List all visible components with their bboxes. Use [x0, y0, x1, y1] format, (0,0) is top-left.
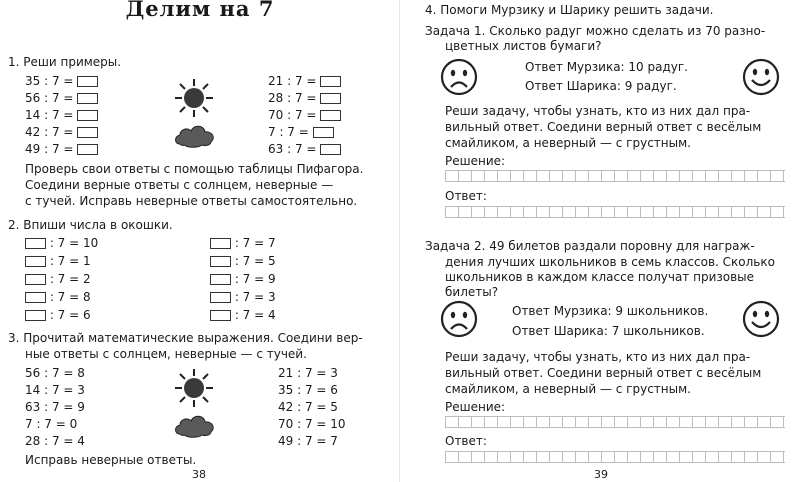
task3-expression: 7 : 7 = 0: [25, 417, 78, 431]
task4-heading: 4. Помоги Мурзику и Шарику решить задачи.: [425, 3, 714, 17]
task3-expression: 70 : 7 = 10: [278, 417, 346, 431]
task1-example: 14 : 7 =: [25, 108, 98, 122]
answer-box[interactable]: [210, 310, 231, 321]
task1-example: 21 : 7 =: [268, 74, 341, 88]
answer-box[interactable]: [25, 238, 46, 249]
task3-expression: 49 : 7 = 7: [278, 434, 338, 448]
task1-instruction: с тучей. Исправь неверные ответы самостоятельно.: [25, 194, 358, 208]
answer-box[interactable]: [77, 127, 98, 138]
task2-equation: : 7 = 2: [25, 272, 91, 286]
task2-equation: : 7 = 9: [210, 272, 276, 286]
sun-icon: [174, 368, 214, 408]
answer-box[interactable]: [210, 256, 231, 267]
happy-face-icon: [742, 300, 780, 338]
task1-example: 28 : 7 =: [268, 91, 341, 105]
answer-sharik: Ответ Шарика: 9 радуг.: [525, 79, 677, 93]
answer-grid[interactable]: [445, 451, 785, 463]
answer-box[interactable]: [313, 127, 334, 138]
solution-label: Решение:: [445, 400, 506, 414]
task3-expression: 63 : 7 = 9: [25, 400, 85, 414]
answer-box[interactable]: [77, 110, 98, 121]
answer-sharik: Ответ Шарика: 7 школьников.: [512, 324, 705, 338]
task3-expression: 21 : 7 = 3: [278, 366, 338, 380]
task3-expression: 56 : 7 = 8: [25, 366, 85, 380]
answer-box[interactable]: [210, 274, 231, 285]
answer-label: Ответ:: [445, 189, 487, 203]
task3-expression: 14 : 7 = 3: [25, 383, 85, 397]
page-divider: [399, 0, 400, 482]
sad-face-icon: [440, 300, 478, 338]
task2-equation: : 7 = 1: [25, 254, 91, 268]
task3-footer: Исправь неверные ответы.: [25, 453, 197, 467]
answer-box[interactable]: [25, 292, 46, 303]
task2-heading: 2. Впиши числа в окошки.: [8, 218, 173, 232]
answer-box[interactable]: [320, 76, 341, 87]
task3-expression: 35 : 7 = 6: [278, 383, 338, 397]
problem1-text: цветных листов бумаги?: [445, 39, 602, 53]
answer-box[interactable]: [320, 110, 341, 121]
task1-example: 70 : 7 =: [268, 108, 341, 122]
task2-equation: : 7 = 7: [210, 236, 276, 250]
solution-label: Решение:: [445, 154, 506, 168]
problem2-instruction: вильный ответ. Соедини верный ответ с весёлым: [445, 366, 762, 380]
problem2-text: Задача 2. 49 билетов раздали поровну для награж-: [425, 239, 755, 253]
task1-instruction: Соедини верные ответы с солнцем, неверные —: [25, 178, 334, 192]
task1-example: 63 : 7 =: [268, 142, 341, 156]
answer-grid[interactable]: [445, 206, 785, 218]
problem1-instruction: вильный ответ. Соедини верный ответ с весёлым: [445, 120, 762, 134]
answer-box[interactable]: [77, 93, 98, 104]
task2-equation: : 7 = 4: [210, 308, 276, 322]
task1-example: 7 : 7 =: [268, 125, 334, 139]
task2-equation: : 7 = 3: [210, 290, 276, 304]
solution-grid[interactable]: [445, 416, 785, 428]
cloud-icon: [174, 122, 216, 148]
answer-box[interactable]: [25, 256, 46, 267]
problem1-instruction: Реши задачу, чтобы узнать, кто из них дал пра-: [445, 104, 751, 118]
problem2-text: школьников в каждом классе получат призовые: [445, 270, 755, 284]
task1-example: 35 : 7 =: [25, 74, 98, 88]
answer-murzik: Ответ Мурзика: 10 радуг.: [525, 60, 688, 74]
sun-icon: [174, 78, 214, 118]
task2-equation: : 7 = 5: [210, 254, 276, 268]
task1-example: 42 : 7 =: [25, 125, 98, 139]
problem2-text: дения лучших школьников в семь классов. Сколько: [445, 255, 775, 269]
happy-face-icon: [742, 58, 780, 96]
sad-face-icon: [440, 58, 478, 96]
answer-box[interactable]: [210, 238, 231, 249]
task2-equation: : 7 = 6: [25, 308, 91, 322]
cloud-icon: [174, 412, 216, 438]
answer-box[interactable]: [77, 76, 98, 87]
page-title: Делим на 7: [125, 0, 275, 21]
answer-box[interactable]: [210, 292, 231, 303]
problem2-instruction: Реши задачу, чтобы узнать, кто из них дал пра-: [445, 350, 751, 364]
answer-box[interactable]: [25, 274, 46, 285]
task1-example: 49 : 7 =: [25, 142, 98, 156]
answer-murzik: Ответ Мурзика: 9 школьников.: [512, 304, 709, 318]
answer-box[interactable]: [320, 144, 341, 155]
problem1-instruction: смайликом, а неверный — с грустным.: [445, 136, 691, 150]
problem1-text: Задача 1. Сколько радуг можно сделать из 70 разно-: [425, 24, 766, 38]
answer-box[interactable]: [320, 93, 341, 104]
task3-heading: ные ответы с солнцем, неверные — с тучей.: [25, 347, 307, 361]
answer-box[interactable]: [25, 310, 46, 321]
task1-example: 56 : 7 =: [25, 91, 98, 105]
task1-instruction: Проверь свои ответы с помощью таблицы Пифагора.: [25, 162, 364, 176]
answer-box[interactable]: [77, 144, 98, 155]
task2-equation: : 7 = 10: [25, 236, 98, 250]
answer-label: Ответ:: [445, 434, 487, 448]
task1-heading: 1. Реши примеры.: [8, 55, 122, 69]
solution-grid[interactable]: [445, 170, 785, 182]
problem2-instruction: смайликом, а неверный — с грустным.: [445, 382, 691, 396]
page-number-right: 39: [594, 468, 608, 481]
page-number-left: 38: [192, 468, 206, 481]
task3-expression: 28 : 7 = 4: [25, 434, 85, 448]
problem2-text: билеты?: [445, 285, 499, 299]
task2-equation: : 7 = 8: [25, 290, 91, 304]
task3-heading: 3. Прочитай математические выражения. Соедини вер-: [8, 331, 363, 345]
task3-expression: 42 : 7 = 5: [278, 400, 338, 414]
